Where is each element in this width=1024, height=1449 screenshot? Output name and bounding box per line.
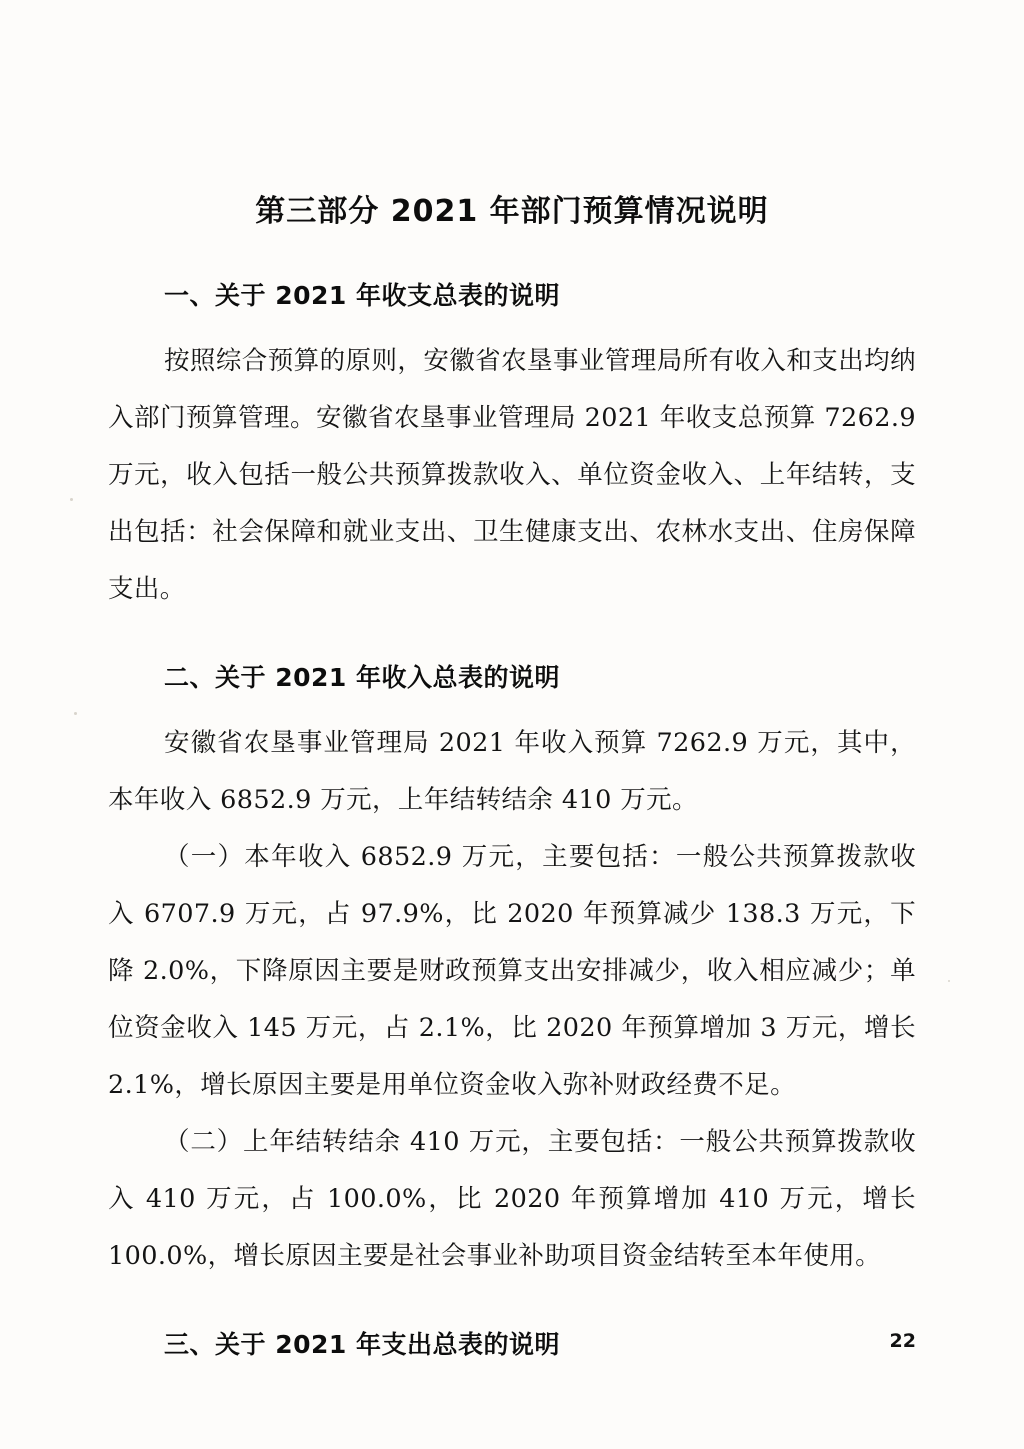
paper-speck: [948, 980, 950, 982]
section-heading-1: 一、关于 2021 年收支总表的说明: [164, 281, 560, 310]
section-heading-3: 三、关于 2021 年支出总表的说明: [164, 1329, 560, 1359]
section-2-paragraph-3: （二）上年结转结余 410 万元，主要包括：一般公共预算拨款收入 410 万元，占 100.0%，比 2020 年预算增加 410 万元，增长 100.0%，增长原因主要是社会事业补助项目资金结转至本年使用。: [108, 1126, 916, 1271]
page-number: 22: [889, 1330, 916, 1352]
section-heading-2: 二、关于 2021 年收入总表的说明: [164, 662, 560, 692]
section-2-paragraph-1: 安徽省农垦事业管理局 2021 年收入预算 7262.9 万元，其中，本年收入 6852.9 万元，上年结转结余 410 万元。: [108, 727, 916, 815]
page-content: [108, 0, 916, 1449]
page-title: 第三部分 2021 年部门预算情况说明: [255, 194, 769, 229]
paper-speck: [74, 712, 77, 715]
section-2-paragraph-2: （一）本年收入 6852.9 万元，主要包括：一般公共预算拨款收入 6707.9 万元，占 97.9%，比 2020 年预算减少 138.3 万元，下降 2.0%，下降原因主要是财政预算支出安排减少，收入相应减少；单位资金收入 145 万元，占 2.1%，比 2020 年预算增加 3 万元，增长 2.1%，增长原因主要是用单位资金收入弥补财政经费不足。: [108, 841, 916, 1100]
paper-speck: [70, 498, 73, 501]
section-1-paragraph-1: 按照综合预算的原则，安徽省农垦事业管理局所有收入和支出均纳入部门预算管理。安徽省农垦事业管理局 2021 年收支总预算 7262.9 万元，收入包括一般公共预算拨款收入、单位资金收入、上年结转，支出包括：社会保障和就业支出、卫生健康支出、农林水支出、住房保障支出。: [108, 345, 916, 604]
